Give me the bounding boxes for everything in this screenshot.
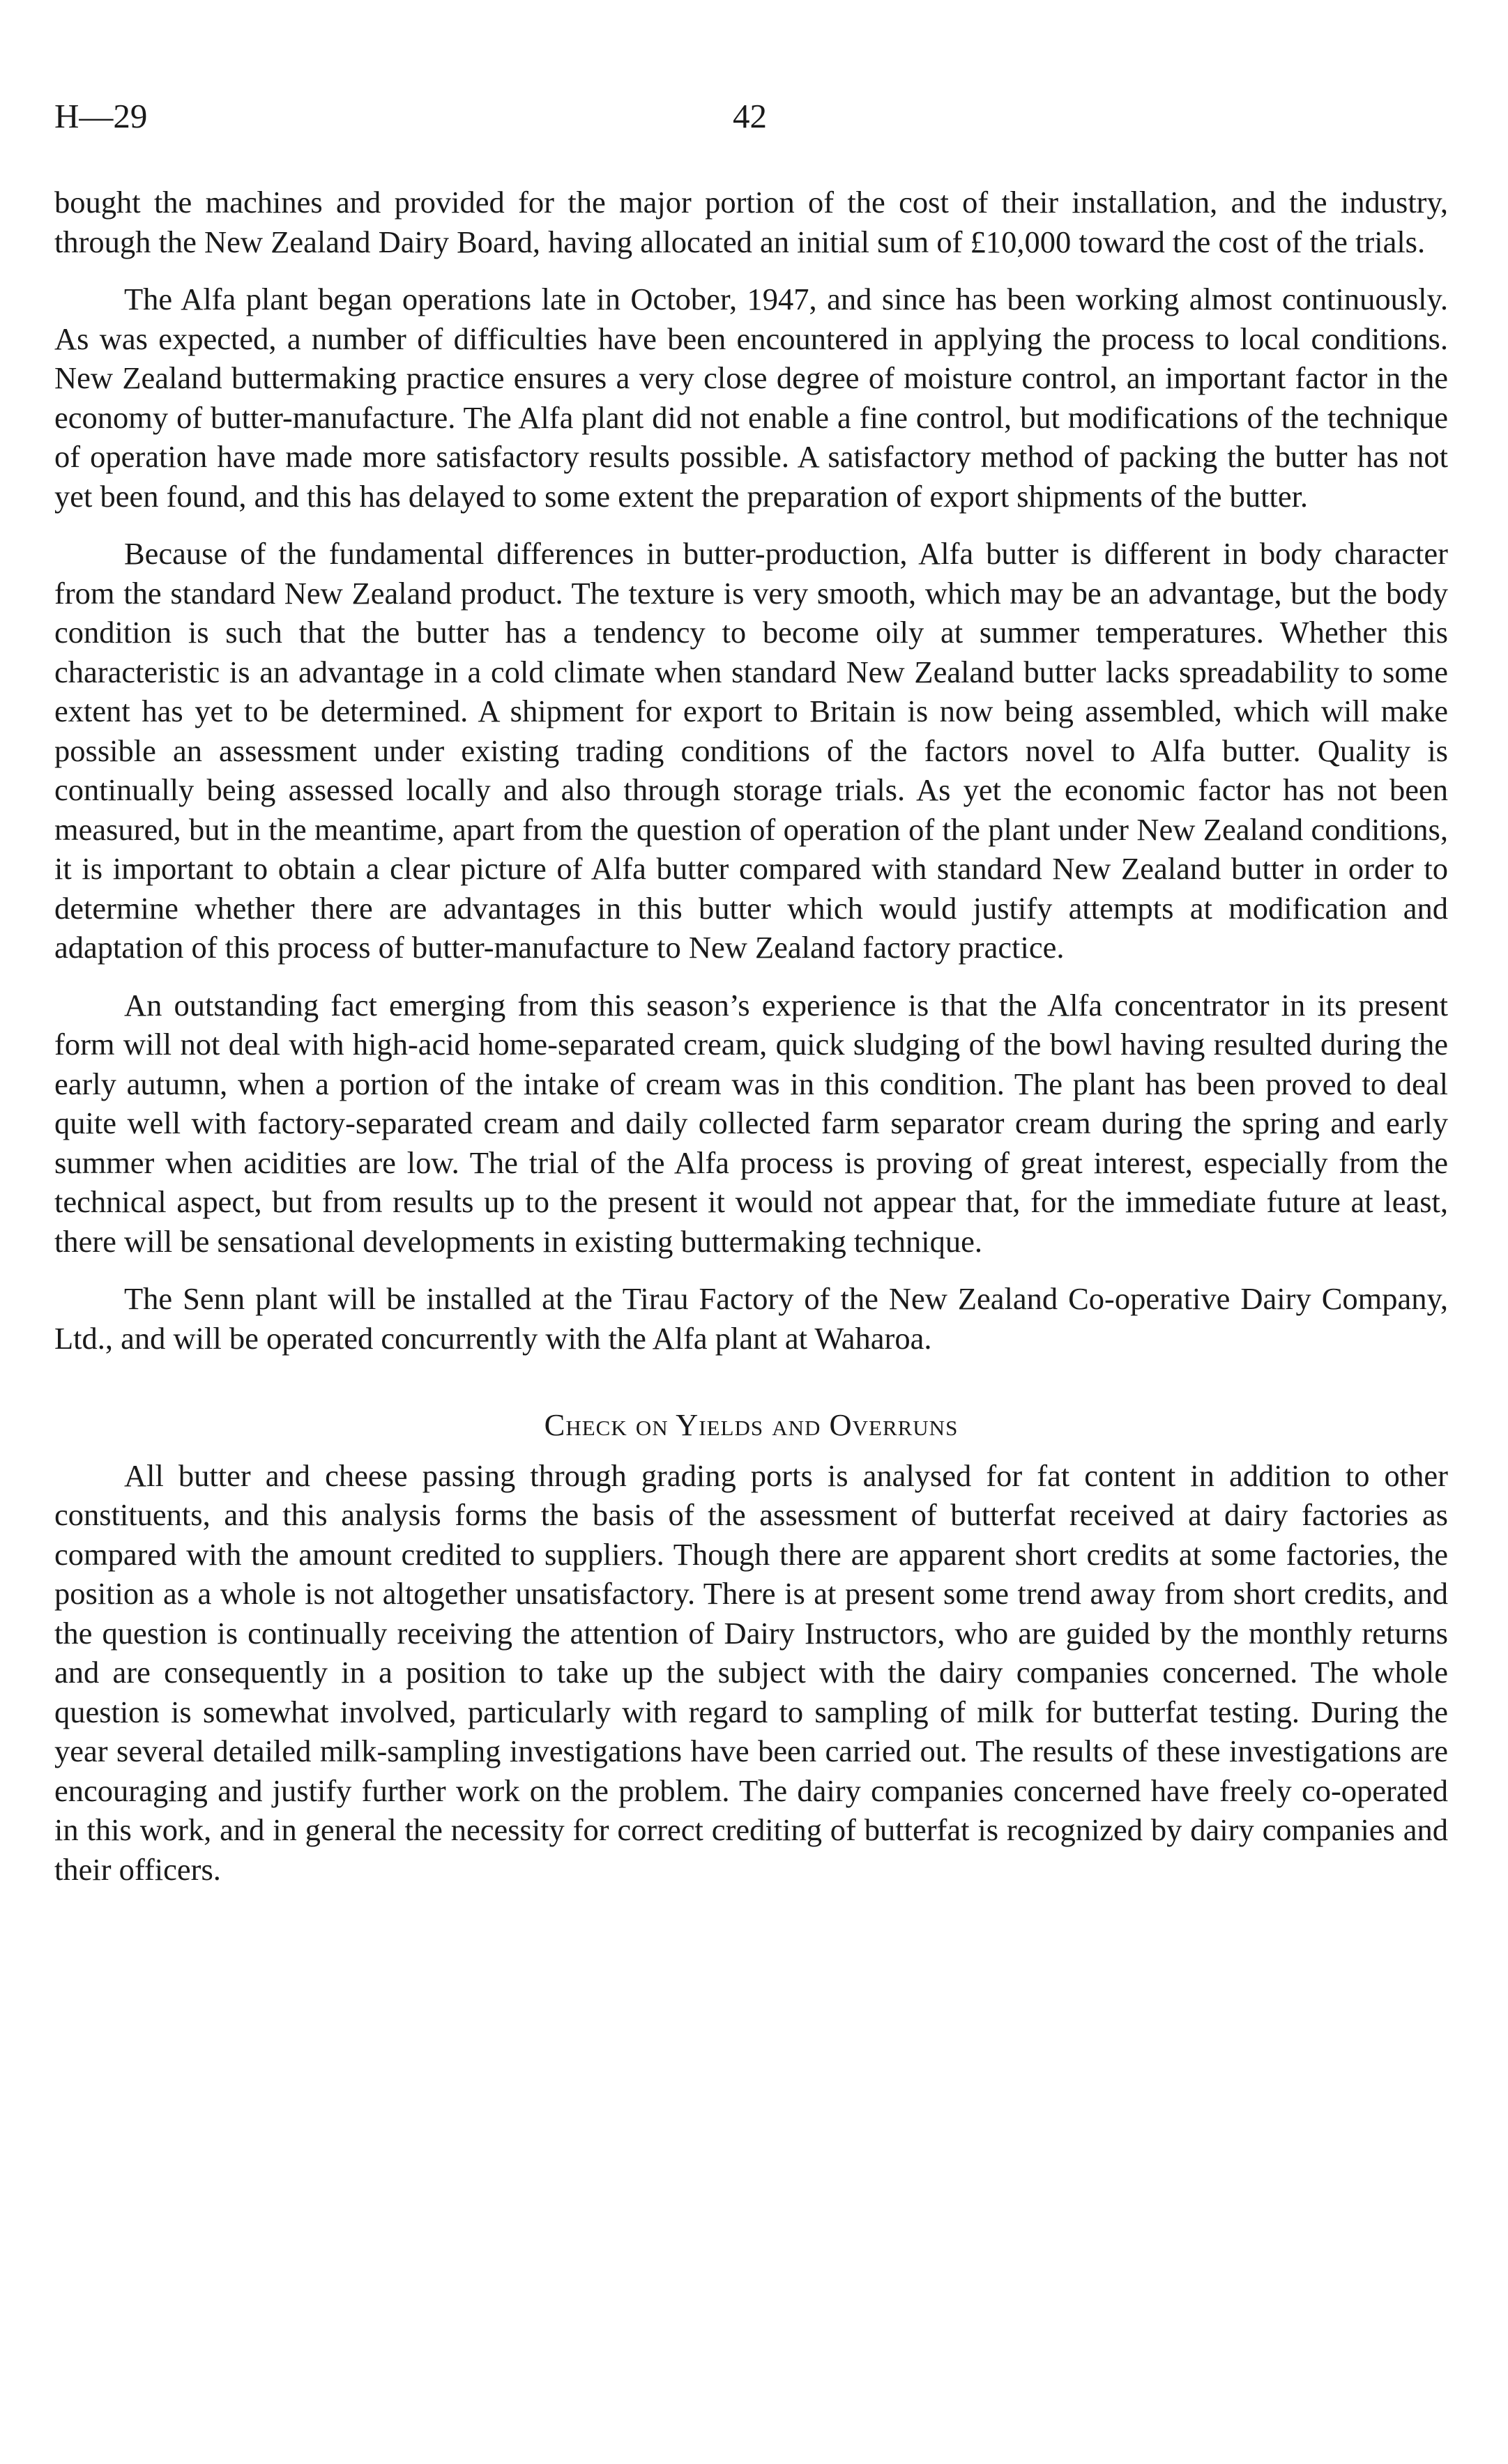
paragraph-season-experience: An outstanding fact emerging from this season’s experience is that the Alfa concentrator in its present form will not deal with high-acid home-separated cream, quick sludging of the bowl having resulted during the early autumn, when a portion of the intake of cream was in this condition. The plant has been proved to deal quite well with factory-separated cream and daily collected farm separator cream during the spring and early summer when acidities are low. The trial of the Alfa process is proving of great interest, especially from the technical aspect, but from results up to the present it would not appear that, for the immediate future at least, there will be sensational developments in existing buttermaking technique. bbox=[54, 987, 1448, 1259]
paragraph-continuation: bought the machines and provided for the major portion of the cost of their installation, and the industry, through the New Zealand Dairy Board, having allocated an initial sum of £10,000 toward the cost of the trials. bbox=[54, 185, 1448, 259]
running-header bbox=[54, 96, 1445, 138]
paragraph-alfa-butter-character: Because of the fundamental differences in butter-production, Alfa butter is different in body character from the standard New Zealand product. The texture is very smooth, which may be an advantage, but the body condition is such that the butter has a tendency to become oily at summer temperatures. Whether this characteristic is an advantage in a cold climate when standard New Zealand butter lacks spreadability to some extent has yet to be determined. A shipment for export to Britain is now being assembled, which will make possible an assessment under existing trading conditions of the factors novel to Alfa butter. Quality is continually being assessed locally and also through storage trials. As yet the economic factor has not been measured, but in the meantime, apart from the question of operation of the plant under New Zealand conditions, it is important to obtain a clear picture of Alfa butter compared with standard New Zealand butter in order to determine whether there are advantages in this butter which would justify attempts at modification and adaptation of this process of butter-manufacture to New Zealand factory practice. bbox=[54, 536, 1448, 965]
paragraph-yields-overruns: All butter and cheese passing through grading ports is analysed for fat content in addition to other constituents, and this analysis forms the basis of the assessment of butterfat received at dairy factories as compared with the amount credited to suppliers. Though there are apparent short credits at some factories, the position as a whole is not altogether unsatisfactory. There is at present some trend away from short credits, and the question is continually receiving the attention of Dairy Instructors, who are guided by the monthly returns and are consequently in a position to take up the subject with the dairy companies concerned. The whole question is somewhat involved, particularly with regard to sampling of milk for butterfat testing. During the year several detailed milk-sampling investigations have been carried out. The results of these investigations are encouraging and justify further work on the problem. The dairy companies concerned have freely co-operated in this work, and in general the necessity for correct crediting of butterfat is recognized by dairy companies and their officers. bbox=[54, 1457, 1448, 1887]
body-text bbox=[54, 183, 1448, 1907]
page-number: 42 bbox=[733, 97, 767, 135]
paragraph-senn-plant: The Senn plant will be installed at the Tirau Factory of the New Zealand Co-operative Dairy Company, Ltd., and will be operated concurrently with the Alfa plant at Waharoa. bbox=[54, 1281, 1448, 1356]
document-reference: H—29 bbox=[54, 97, 148, 135]
section-heading: Check on Yields and Overruns bbox=[544, 1407, 959, 1442]
paragraph-alfa-operations: The Alfa plant began operations late in October, 1947, and since has been working almost continuously. As was expected, a number of difficulties have been encountered in applying the process to local conditions. New Zealand buttermaking practice ensures a very close degree of moisture control, an important factor in the economy of butter-manufacture. The Alfa plant did not enable a fine control, but modifications of the technique of operation have made more satisfactory results possible. A satisfactory method of packing the butter has not yet been found, and this has delayed to some extent the preparation of export shipments of the butter. bbox=[54, 282, 1448, 514]
